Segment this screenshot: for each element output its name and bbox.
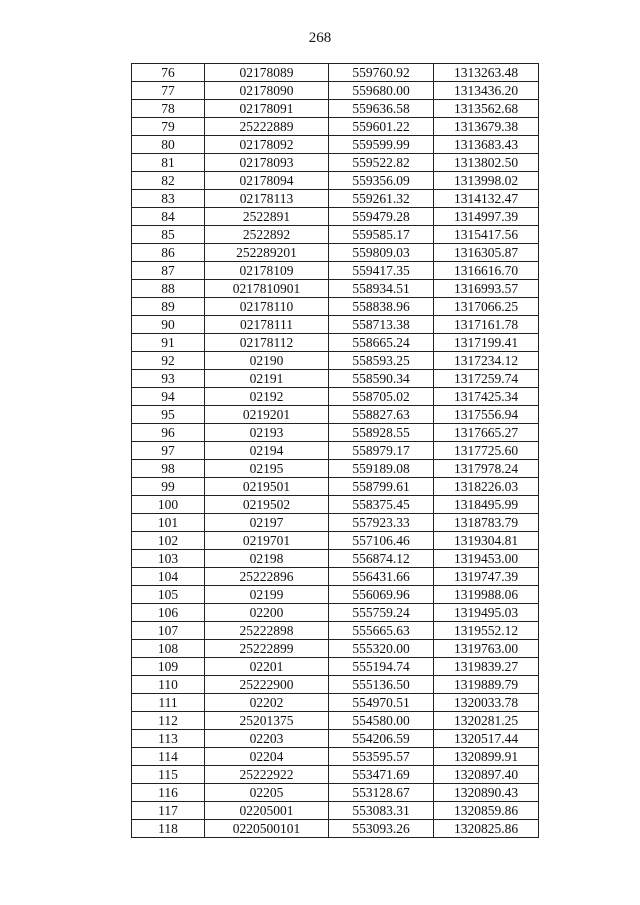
y-coordinate-cell: 1319988.06 (434, 586, 539, 604)
x-coordinate-cell: 556069.96 (329, 586, 434, 604)
point-id-cell: 02204 (205, 748, 329, 766)
x-coordinate-cell: 553595.57 (329, 748, 434, 766)
y-coordinate-cell: 1320899.91 (434, 748, 539, 766)
y-coordinate-cell: 1320825.86 (434, 820, 539, 838)
y-coordinate-cell: 1316993.57 (434, 280, 539, 298)
x-coordinate-cell: 558590.34 (329, 370, 434, 388)
row-number-cell: 93 (132, 370, 205, 388)
y-coordinate-cell: 1316305.87 (434, 244, 539, 262)
y-coordinate-cell: 1317199.41 (434, 334, 539, 352)
row-number-cell: 76 (132, 64, 205, 82)
y-coordinate-cell: 1319552.12 (434, 622, 539, 640)
table-row (132, 226, 539, 244)
point-id-cell: 02191 (205, 370, 329, 388)
row-number-cell: 85 (132, 226, 205, 244)
y-coordinate-cell: 1314997.39 (434, 208, 539, 226)
y-coordinate-cell: 1318226.03 (434, 478, 539, 496)
point-id-cell: 02178112 (205, 334, 329, 352)
point-id-cell: 02199 (205, 586, 329, 604)
row-number-cell: 106 (132, 604, 205, 622)
y-coordinate-cell: 1317234.12 (434, 352, 539, 370)
x-coordinate-cell: 555320.00 (329, 640, 434, 658)
point-id-cell: 25222889 (205, 118, 329, 136)
x-coordinate-cell: 555665.63 (329, 622, 434, 640)
x-coordinate-cell: 554206.59 (329, 730, 434, 748)
y-coordinate-cell: 1313998.02 (434, 172, 539, 190)
point-id-cell: 0219701 (205, 532, 329, 550)
row-number-cell: 92 (132, 352, 205, 370)
table-row (132, 622, 539, 640)
y-coordinate-cell: 1320033.78 (434, 694, 539, 712)
point-id-cell: 0217810901 (205, 280, 329, 298)
y-coordinate-cell: 1313562.68 (434, 100, 539, 118)
table-row (132, 568, 539, 586)
x-coordinate-cell: 559601.22 (329, 118, 434, 136)
y-coordinate-cell: 1314132.47 (434, 190, 539, 208)
row-number-cell: 80 (132, 136, 205, 154)
y-coordinate-cell: 1320897.40 (434, 766, 539, 784)
y-coordinate-cell: 1317161.78 (434, 316, 539, 334)
x-coordinate-cell: 556874.12 (329, 550, 434, 568)
y-coordinate-cell: 1319304.81 (434, 532, 539, 550)
x-coordinate-cell: 558665.24 (329, 334, 434, 352)
table-row (132, 154, 539, 172)
y-coordinate-cell: 1317556.94 (434, 406, 539, 424)
x-coordinate-cell: 559585.17 (329, 226, 434, 244)
row-number-cell: 109 (132, 658, 205, 676)
row-number-cell: 107 (132, 622, 205, 640)
y-coordinate-cell: 1317259.74 (434, 370, 539, 388)
y-coordinate-cell: 1317978.24 (434, 460, 539, 478)
y-coordinate-cell: 1320859.86 (434, 802, 539, 820)
x-coordinate-cell: 557106.46 (329, 532, 434, 550)
x-coordinate-cell: 559479.28 (329, 208, 434, 226)
coordinates-table-body (132, 64, 539, 838)
y-coordinate-cell: 1319889.79 (434, 676, 539, 694)
x-coordinate-cell: 559261.32 (329, 190, 434, 208)
point-id-cell: 02200 (205, 604, 329, 622)
point-id-cell: 02178094 (205, 172, 329, 190)
y-coordinate-cell: 1317725.60 (434, 442, 539, 460)
point-id-cell: 02201 (205, 658, 329, 676)
point-id-cell: 02190 (205, 352, 329, 370)
point-id-cell: 02178091 (205, 100, 329, 118)
x-coordinate-cell: 559760.92 (329, 64, 434, 82)
x-coordinate-cell: 558593.25 (329, 352, 434, 370)
table-row (132, 262, 539, 280)
row-number-cell: 114 (132, 748, 205, 766)
x-coordinate-cell: 559809.03 (329, 244, 434, 262)
x-coordinate-cell: 553083.31 (329, 802, 434, 820)
x-coordinate-cell: 558705.02 (329, 388, 434, 406)
y-coordinate-cell: 1317425.34 (434, 388, 539, 406)
x-coordinate-cell: 558827.63 (329, 406, 434, 424)
row-number-cell: 84 (132, 208, 205, 226)
point-id-cell: 2522892 (205, 226, 329, 244)
point-id-cell: 0219502 (205, 496, 329, 514)
table-row (132, 658, 539, 676)
table-row (132, 460, 539, 478)
row-number-cell: 103 (132, 550, 205, 568)
y-coordinate-cell: 1313436.20 (434, 82, 539, 100)
row-number-cell: 83 (132, 190, 205, 208)
table-row (132, 784, 539, 802)
table-row (132, 388, 539, 406)
table-row (132, 442, 539, 460)
point-id-cell: 02195 (205, 460, 329, 478)
x-coordinate-cell: 558799.61 (329, 478, 434, 496)
table-row (132, 604, 539, 622)
x-coordinate-cell: 554580.00 (329, 712, 434, 730)
row-number-cell: 116 (132, 784, 205, 802)
row-number-cell: 115 (132, 766, 205, 784)
row-number-cell: 98 (132, 460, 205, 478)
y-coordinate-cell: 1319453.00 (434, 550, 539, 568)
table-row (132, 550, 539, 568)
y-coordinate-cell: 1315417.56 (434, 226, 539, 244)
y-coordinate-cell: 1320517.44 (434, 730, 539, 748)
y-coordinate-cell: 1319839.27 (434, 658, 539, 676)
point-id-cell: 0219201 (205, 406, 329, 424)
point-id-cell: 25222896 (205, 568, 329, 586)
point-id-cell: 02178093 (205, 154, 329, 172)
table-row (132, 244, 539, 262)
x-coordinate-cell: 559522.82 (329, 154, 434, 172)
table-row (132, 136, 539, 154)
row-number-cell: 104 (132, 568, 205, 586)
point-id-cell: 02193 (205, 424, 329, 442)
row-number-cell: 95 (132, 406, 205, 424)
point-id-cell: 02178113 (205, 190, 329, 208)
table-row (132, 316, 539, 334)
y-coordinate-cell: 1316616.70 (434, 262, 539, 280)
row-number-cell: 97 (132, 442, 205, 460)
table-row (132, 370, 539, 388)
point-id-cell: 02205001 (205, 802, 329, 820)
x-coordinate-cell: 559599.99 (329, 136, 434, 154)
x-coordinate-cell: 555194.74 (329, 658, 434, 676)
table-row (132, 424, 539, 442)
row-number-cell: 101 (132, 514, 205, 532)
row-number-cell: 100 (132, 496, 205, 514)
x-coordinate-cell: 558838.96 (329, 298, 434, 316)
table-row (132, 208, 539, 226)
row-number-cell: 79 (132, 118, 205, 136)
row-number-cell: 96 (132, 424, 205, 442)
row-number-cell: 102 (132, 532, 205, 550)
table-row (132, 676, 539, 694)
row-number-cell: 112 (132, 712, 205, 730)
point-id-cell: 02202 (205, 694, 329, 712)
table-row (132, 478, 539, 496)
table-row (132, 712, 539, 730)
x-coordinate-cell: 556431.66 (329, 568, 434, 586)
table-row (132, 766, 539, 784)
point-id-cell: 02197 (205, 514, 329, 532)
point-id-cell: 02178111 (205, 316, 329, 334)
x-coordinate-cell: 555136.50 (329, 676, 434, 694)
row-number-cell: 105 (132, 586, 205, 604)
point-id-cell: 25222898 (205, 622, 329, 640)
row-number-cell: 86 (132, 244, 205, 262)
table-row (132, 532, 539, 550)
row-number-cell: 82 (132, 172, 205, 190)
point-id-cell: 02198 (205, 550, 329, 568)
y-coordinate-cell: 1313802.50 (434, 154, 539, 172)
coordinates-table (131, 63, 539, 838)
y-coordinate-cell: 1319495.03 (434, 604, 539, 622)
x-coordinate-cell: 558979.17 (329, 442, 434, 460)
x-coordinate-cell: 558713.38 (329, 316, 434, 334)
row-number-cell: 113 (132, 730, 205, 748)
table-row (132, 82, 539, 100)
table-row (132, 100, 539, 118)
row-number-cell: 77 (132, 82, 205, 100)
point-id-cell: 25222899 (205, 640, 329, 658)
row-number-cell: 110 (132, 676, 205, 694)
table-row (132, 640, 539, 658)
point-id-cell: 0219501 (205, 478, 329, 496)
y-coordinate-cell: 1318783.79 (434, 514, 539, 532)
table-row (132, 730, 539, 748)
x-coordinate-cell: 558934.51 (329, 280, 434, 298)
row-number-cell: 94 (132, 388, 205, 406)
table-row (132, 190, 539, 208)
table-row (132, 748, 539, 766)
x-coordinate-cell: 553128.67 (329, 784, 434, 802)
point-id-cell: 02203 (205, 730, 329, 748)
row-number-cell: 88 (132, 280, 205, 298)
y-coordinate-cell: 1320890.43 (434, 784, 539, 802)
point-id-cell: 0220500101 (205, 820, 329, 838)
x-coordinate-cell: 559189.08 (329, 460, 434, 478)
x-coordinate-cell: 553471.69 (329, 766, 434, 784)
y-coordinate-cell: 1318495.99 (434, 496, 539, 514)
point-id-cell: 252289201 (205, 244, 329, 262)
point-id-cell: 02192 (205, 388, 329, 406)
row-number-cell: 89 (132, 298, 205, 316)
table-row (132, 64, 539, 82)
row-number-cell: 108 (132, 640, 205, 658)
point-id-cell: 02178089 (205, 64, 329, 82)
x-coordinate-cell: 554970.51 (329, 694, 434, 712)
row-number-cell: 81 (132, 154, 205, 172)
table-row (132, 820, 539, 838)
point-id-cell: 2522891 (205, 208, 329, 226)
point-id-cell: 02178109 (205, 262, 329, 280)
point-id-cell: 02178110 (205, 298, 329, 316)
x-coordinate-cell: 558928.55 (329, 424, 434, 442)
point-id-cell: 25222900 (205, 676, 329, 694)
row-number-cell: 111 (132, 694, 205, 712)
y-coordinate-cell: 1313679.38 (434, 118, 539, 136)
row-number-cell: 118 (132, 820, 205, 838)
table-row (132, 694, 539, 712)
y-coordinate-cell: 1319763.00 (434, 640, 539, 658)
table-row (132, 406, 539, 424)
y-coordinate-cell: 1319747.39 (434, 568, 539, 586)
page-number: 268 (308, 30, 332, 46)
point-id-cell: 25201375 (205, 712, 329, 730)
x-coordinate-cell: 559417.35 (329, 262, 434, 280)
table-row (132, 280, 539, 298)
row-number-cell: 117 (132, 802, 205, 820)
y-coordinate-cell: 1313263.48 (434, 64, 539, 82)
point-id-cell: 02194 (205, 442, 329, 460)
x-coordinate-cell: 559680.00 (329, 82, 434, 100)
table-row (132, 514, 539, 532)
x-coordinate-cell: 553093.26 (329, 820, 434, 838)
x-coordinate-cell: 555759.24 (329, 604, 434, 622)
x-coordinate-cell: 559636.58 (329, 100, 434, 118)
point-id-cell: 02178092 (205, 136, 329, 154)
table-row (132, 298, 539, 316)
y-coordinate-cell: 1317066.25 (434, 298, 539, 316)
table-row (132, 352, 539, 370)
row-number-cell: 99 (132, 478, 205, 496)
y-coordinate-cell: 1317665.27 (434, 424, 539, 442)
table-row (132, 802, 539, 820)
row-number-cell: 78 (132, 100, 205, 118)
row-number-cell: 91 (132, 334, 205, 352)
table-row (132, 118, 539, 136)
table-row (132, 586, 539, 604)
point-id-cell: 02205 (205, 784, 329, 802)
x-coordinate-cell: 559356.09 (329, 172, 434, 190)
table-row (132, 496, 539, 514)
x-coordinate-cell: 557923.33 (329, 514, 434, 532)
point-id-cell: 25222922 (205, 766, 329, 784)
table-row (132, 172, 539, 190)
row-number-cell: 87 (132, 262, 205, 280)
table-row (132, 334, 539, 352)
row-number-cell: 90 (132, 316, 205, 334)
point-id-cell: 02178090 (205, 82, 329, 100)
x-coordinate-cell: 558375.45 (329, 496, 434, 514)
y-coordinate-cell: 1320281.25 (434, 712, 539, 730)
y-coordinate-cell: 1313683.43 (434, 136, 539, 154)
